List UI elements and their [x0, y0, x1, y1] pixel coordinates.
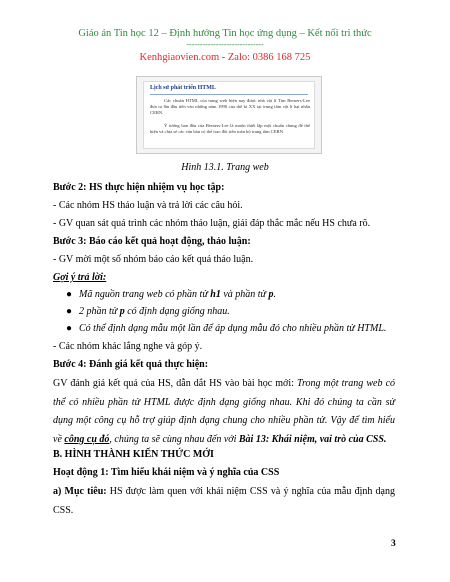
bullet-icon: ●: [66, 323, 73, 334]
step3-line-2: - Các nhóm khác lắng nghe và góp ý.: [53, 341, 203, 352]
step2-title: Bước 2: HS thực hiện nhiệm vụ học tập:: [53, 182, 225, 193]
page-number: 3: [391, 539, 396, 549]
step4-paragraph: GV đánh giá kết quả của HS, dẫn dắt HS vào bài học mới: Trong một trang web có thể có nhiều phần tử HTML được định dạng giống nhau. Khi đó chúng ta cần sử dụng một công cụ hỗ trợ giúp định dạng chung cho nhiều phần tử. Vậy để tìm hiểu về công cụ đó, chúng ta sẽ cùng nhau đến với Bài 13: Khái niệm, vai trò của CSS.: [53, 378, 396, 445]
bullet-item-2: ● 2 phần tử p có định dạng giống nhau.: [66, 306, 230, 317]
suggest-title: Gợi ý trả lời:: [53, 272, 107, 283]
bullet-icon: ●: [66, 306, 73, 317]
figure-paragraph-1: Các chuẩn HTML của trang web hiện nay được nhà vật lí Tim Berners-Lee đưa ra lần đầu tiên vào những năm 1990 của thế kỉ XX tại trung tâm vật lí hạt nhân CERN.: [150, 98, 310, 116]
figure-content: [143, 81, 315, 149]
header-rule: -----------------------------: [186, 40, 264, 49]
section-b-heading: B. HÌNH THÀNH KIẾN THỨC MỚI: [53, 449, 214, 460]
step4-title: Bước 4: Đánh giá kết quả thực hiện:: [53, 359, 209, 370]
header-site: Kenhgiaovien.com - Zalo: 0386 168 725: [139, 52, 311, 63]
step2-line-2: - GV quan sát quá trình các nhóm thảo luận, giải đáp thắc mắc nếu HS chưa rõ.: [53, 218, 371, 229]
step2-line-1: - Các nhóm HS thảo luận và trả lời các câu hỏi.: [53, 200, 243, 211]
bullet-item-1: ● Mã nguồn trang web có phần tử h1 và phần tử p.: [66, 289, 277, 300]
bullet-item-3: ● Có thể định dạng mẫu một lần để áp dụng mẫu đó cho nhiều phần tử HTML.: [66, 323, 387, 334]
figure-caption: Hình 13.1. Trang web: [181, 162, 269, 173]
figure-heading: Lịch sử phát triển HTML: [150, 85, 216, 91]
header-title: Giáo án Tin học 12 – Định hướng Tin học ứng dụng – Kết nối tri thức: [78, 28, 372, 39]
step3-line-1: - GV mời một số nhóm báo cáo kết quả thảo luận.: [53, 254, 254, 265]
figure-paragraph-2: Ý tưởng ban đầu của Berners-Lee là muốn thiết lập một chuẩn chung để thể hiện và chia sẻ các văn bản có thể trao đổi trên toàn bộ trung tâm CERN.: [150, 123, 310, 135]
figure-web-page: [136, 76, 322, 154]
figure-heading-rule: [150, 94, 308, 95]
goal-paragraph: a) Mục tiêu: HS được làm quen với khái niệm CSS và ý nghĩa của mẫu định dạng CSS.: [53, 486, 395, 516]
bullet-icon: ●: [66, 289, 73, 300]
activity-1-heading: Hoạt động 1: Tìm hiểu khái niệm và ý nghĩa của CSS: [53, 467, 280, 478]
step3-title: Bước 3: Báo cáo kết quả hoạt động, thảo luận:: [53, 236, 251, 247]
